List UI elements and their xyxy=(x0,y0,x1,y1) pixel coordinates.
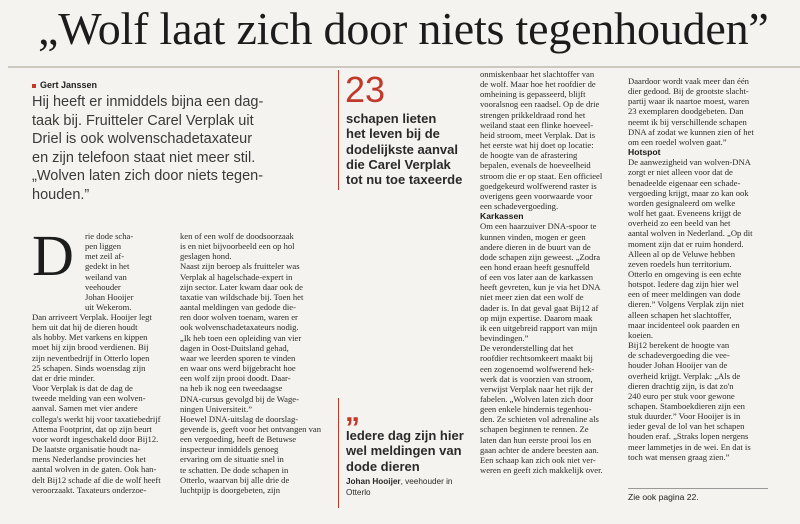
text-line: stroom die er op staat. Een officieel xyxy=(480,170,603,181)
text-line: maar incidenteel ook paarden en xyxy=(628,319,740,330)
attribution-place: Otterlo xyxy=(346,487,371,497)
text-line: te schatten. De dode schapen in xyxy=(180,464,289,475)
text-line: hotspot. Iedere dag zijn hier wel xyxy=(628,279,739,290)
text-line: alleen schapen het slachtoffer, xyxy=(628,309,732,320)
section-heading: Karkassen xyxy=(480,211,524,222)
text-line: zijn sector. Later kwam daar ook de xyxy=(180,281,303,292)
text-line: na heb ik nog een tweedaagse xyxy=(180,383,283,394)
headline: „Wolf laat zich door niets tegenhouden” xyxy=(38,3,769,54)
text-line: het eerste wat hij doet op locatie: xyxy=(480,140,594,151)
text-line: ningen Universiteit.” xyxy=(180,403,253,414)
text-line: zeven roedels hun territorium. xyxy=(628,258,732,269)
text-line: of een vos later aan de karkassen xyxy=(480,272,594,283)
text-line: geslagen hond. xyxy=(180,251,232,262)
text-line: roofdier rechtsomkeert maakt bij xyxy=(480,353,593,364)
pull-quote-line: wel meldingen van xyxy=(346,443,462,459)
text-line: uit Wekerom. xyxy=(85,302,132,313)
text-line: Alleen al op de Veluwe hebben xyxy=(628,248,735,259)
byline xyxy=(32,80,97,90)
text-line: meer lammetjes in de wei. En dat is xyxy=(628,441,751,452)
text-line: de hoogte van de afrastering xyxy=(480,150,578,161)
text-line: een vergoeding, heeft de Betuwse xyxy=(180,434,297,445)
text-line: is en niet bijvoorbeeld een op hol xyxy=(180,241,295,252)
text-line: Naast zijn beroep als fruitteler was xyxy=(180,261,300,272)
text-line: goedgekeurd wolfwerend raster is xyxy=(480,180,597,191)
text-line: aantal wolven in Nederland. „Op dit xyxy=(628,228,753,239)
text-line: de wolf. Maar hoe het roofdier de xyxy=(480,79,596,90)
text-line: 23 exemplaren doodgebeten. Dan xyxy=(628,106,744,117)
text-line: zorgt er niet alleen voor dat de xyxy=(628,167,733,178)
text-line: ieder geval de lol van het schapen xyxy=(628,421,745,432)
column-3 xyxy=(480,69,615,475)
text-line: Otterlo en omgeving is een echte xyxy=(628,268,742,279)
text-line: collega's werkt hij voor taxatiebedrijf xyxy=(32,413,161,424)
intro-paragraph xyxy=(32,93,332,204)
text-line: partij waar ik naartoe moest, waren xyxy=(628,96,750,107)
text-line: kunnen vinden, mogen er geen xyxy=(480,231,586,242)
text-line: overheid zo een beeld van het xyxy=(628,218,731,229)
byline-author: Gert Janssen xyxy=(40,80,98,90)
text-line: dier gedood. Bij de grootste slacht- xyxy=(628,86,749,97)
text-line: een zogenoemd wolfwerend hek- xyxy=(480,363,595,374)
text-line: moment zijn dat er ruim honderd. xyxy=(628,238,744,249)
intro-line: taak bij. Fruitteler Carel Verplak uit xyxy=(32,112,254,129)
text-line: vergoeding krijgt, maar zo kan ook xyxy=(628,187,749,198)
text-line: dieren drachtig zijn, is dat zo'n xyxy=(628,380,734,391)
text-line: DNA af zodat we kunnen zien of het xyxy=(628,126,754,137)
text-line: koeien. xyxy=(628,329,654,340)
text-line: waar we leerden sporen te vinden xyxy=(180,352,296,363)
text-line: pen liggen xyxy=(85,241,122,252)
text-line: niet meer zien dat een wolf de xyxy=(480,292,584,303)
text-line: om een roedel wolven gaat.” xyxy=(628,136,727,147)
text-line: inspecteur inmiddels genoeg xyxy=(180,444,279,455)
text-line: 240 euro per stuk voor gewone xyxy=(628,390,735,401)
footnote-divider xyxy=(628,488,768,489)
text-line: weren en geeft zich makkelijk over. xyxy=(480,465,603,476)
text-line: luchtpijp is doorgebeten, zijn xyxy=(180,484,281,495)
text-line: wolf het gaat. Eveneens krijgt de xyxy=(628,208,742,219)
text-line: aantal meldingen van gedode die- xyxy=(180,302,296,313)
text-line: worden gesignaleerd om welke xyxy=(628,197,736,208)
headline-divider xyxy=(8,66,800,68)
text-line: een of meer meldingen van dode xyxy=(628,289,741,300)
text-line: Bij12 berekent de hoogte van xyxy=(628,340,730,351)
text-line: de schadevergoeding die vee- xyxy=(628,350,730,361)
text-line: ook wolvenschadetaxateurs nodig. xyxy=(180,322,299,333)
text-line: moet hij zijn brood verdienen. Bij xyxy=(32,342,149,353)
text-line: gaan achter de andere beesten aan. xyxy=(480,444,599,455)
pull-figure-line: tot nu toe taxeerde xyxy=(346,172,463,188)
text-line: Otterlo, waarvan bij alle drie de xyxy=(180,474,290,485)
intro-line: Driel is ook wolvenschadetaxateur xyxy=(32,131,253,147)
text-line: en waar ons werd bijgebracht hoe xyxy=(180,363,296,374)
text-line: een schadevergoeding. xyxy=(480,201,559,212)
text-line: verwijst Verplak naar het rijk der xyxy=(480,383,594,394)
text-line: DNA-cursus gevolgd bij de Wage- xyxy=(180,393,299,404)
pull-quote-line: Iedere dag zijn hier xyxy=(346,428,464,443)
text-line: gevende is, geeft voor het ontvangen van xyxy=(180,423,322,434)
text-line: ken of een wolf de doodsoorzaak xyxy=(180,231,294,241)
pull-quote-rule xyxy=(338,398,339,508)
text-line: hem uit dat hij de dieren houdt xyxy=(32,322,138,333)
text-line: den. Ze schieten vol adrenaline als xyxy=(480,414,599,425)
byline-bullet xyxy=(32,84,36,88)
text-line: aantal wolven in de gaten. Ook han- xyxy=(32,464,157,475)
text-line: mens Nederlandse provincies het xyxy=(32,454,146,465)
text-line: een hond eraan heeft gesnuffeld xyxy=(480,261,590,272)
text-line: werk dat is voorzien van stroom, xyxy=(480,373,593,384)
text-line: met zeil af- xyxy=(85,251,125,262)
text-line: bevindingen.” xyxy=(480,333,529,344)
text-line: schapen. Stamboekdieren zijn een xyxy=(628,401,745,411)
text-line: Om een haarzuiver DNA-spoor te xyxy=(480,221,597,232)
text-line: dat er drie minder. xyxy=(32,372,95,383)
text-line: dode schapen zijn geweest. „Zodra xyxy=(480,251,601,262)
text-line: stuk duurder.” Voor Hooijer is in xyxy=(628,411,741,422)
text-line: rie dode scha- xyxy=(85,231,134,241)
text-line: dagen in Oost-Duitsland gehad, xyxy=(180,342,289,353)
page-reference: Zie ook pagina 22. xyxy=(628,492,699,502)
section-heading: Hotspot xyxy=(628,147,661,158)
text-line: geen enkele hindernis tegenhou- xyxy=(480,404,592,415)
text-line: omheining is gepasseerd, blijft xyxy=(480,89,586,100)
text-line: andere dieren in de buurt van de xyxy=(480,241,591,252)
text-line: bepalen, evenals de hoeveelheid xyxy=(480,160,591,171)
text-line: „Ik heb toen een opleiding van vier xyxy=(180,332,302,343)
text-line: tweede melding van een wolven- xyxy=(32,393,146,404)
text-line: overheid krijgt. Verplak: „Als de xyxy=(628,370,741,381)
text-line: weiland van xyxy=(85,271,127,282)
text-line: gedekt in het xyxy=(85,261,130,272)
text-line: Attema Footprint, dat op zijn beurt xyxy=(32,423,152,434)
text-line: Johan Hooijer xyxy=(85,291,134,302)
pull-figure-text xyxy=(346,111,466,187)
column-1 xyxy=(32,312,162,495)
text-line: dieren.” Volgens Verplak zijn niet xyxy=(628,299,744,310)
text-line: ik een uitgebreid rapport van mijn xyxy=(480,322,598,333)
pull-quote-text xyxy=(346,428,476,474)
text-line: neemt ik bij verschillende schapen xyxy=(628,116,747,127)
text-line: houden eraf. „Straks lopen nergens xyxy=(628,431,749,442)
intro-line: houden.” xyxy=(32,186,90,203)
column-4 xyxy=(628,76,768,462)
text-line: ervaring om de situatie snel in xyxy=(180,454,284,465)
text-line: Hoewel DNA-uitslag de doorslag- xyxy=(180,413,299,424)
text-line: vooralsnog een raadsel. Op de drie xyxy=(480,99,600,110)
text-line: weiland staat een flinke hoeveel- xyxy=(480,119,594,130)
pull-figure-number: 23 xyxy=(345,69,386,110)
text-line: heid stroom, meet Verplak. Dat is xyxy=(480,129,596,140)
text-line: zijn neventbedrijf in Otterlo lopen xyxy=(32,352,150,363)
intro-line: „Wolven laten zich door niets tegen- xyxy=(32,168,264,184)
attribution-name: Johan Hooijer xyxy=(346,477,401,486)
pull-figure-line: het leven bij de xyxy=(346,126,440,142)
text-line: onmiskenbaar het slachtoffer van xyxy=(480,69,595,79)
pull-figure-rule xyxy=(338,70,339,190)
text-line: De aanwezigheid van wolven-DNA xyxy=(628,157,751,168)
text-line: veroorzaakt. Taxateurs onderzoe- xyxy=(32,484,147,495)
text-line: een wolf zijn prooi doodt. Daar- xyxy=(180,373,291,384)
text-line: overigens geen voorwaarde voor xyxy=(480,190,593,201)
text-line: veehouder xyxy=(85,281,121,292)
quote-mark-icon: „ xyxy=(345,395,360,428)
text-line: benadeelde eigenaar een schade- xyxy=(628,177,741,188)
text-line: Dan arriveert Verplak. Hooijer legt xyxy=(32,312,152,322)
text-line: strengen prikkeldraad rond het xyxy=(480,109,586,120)
text-line: Voor Verplak is dat de dag de xyxy=(32,383,133,394)
text-line: voor wordt ingeschakeld door Bij12. xyxy=(32,433,159,444)
text-line: toch wat mensen graag zien.” xyxy=(628,451,730,462)
text-line: dader is. In dat geval gaat Bij12 af xyxy=(480,302,599,313)
text-line: aanval. Samen met vier andere xyxy=(32,403,138,414)
text-line: houder Johan Hooijer van de xyxy=(628,360,728,371)
text-line: heeft gevreten, kun je via het DNA xyxy=(480,282,601,293)
text-line: Een schaap kan zich ook niet ver- xyxy=(480,454,596,465)
text-line: delt Bij12 schade af die de wolf heeft xyxy=(32,474,161,485)
column-1-top xyxy=(85,231,155,312)
pull-figure-line: die Carel Verplak xyxy=(346,156,451,172)
text-line: ren door wolven toenam, waren er xyxy=(180,312,298,323)
intro-line: en zijn telefoon staat niet meer stil. xyxy=(32,149,256,166)
pull-quote-line: dode dieren xyxy=(346,458,420,474)
text-line: fabelen. „Wolven laten zich door xyxy=(480,394,594,404)
pull-quote-attribution xyxy=(346,477,476,498)
column-2 xyxy=(180,231,330,495)
drop-cap: D xyxy=(32,223,74,288)
text-line: De laatste organisatie houdt na- xyxy=(32,444,141,455)
pull-figure-line: schapen lieten xyxy=(346,111,437,126)
text-line: taxatie van wildschade bij. Toen het xyxy=(180,291,304,302)
text-line: op mijn expertise. Daarom maak xyxy=(480,312,593,323)
text-line: als hobby. Met varkens en kippen xyxy=(32,332,148,343)
text-line: schapen beginnen te rennen. Ze xyxy=(480,424,589,435)
pull-figure-line: dodelijkste aanval xyxy=(346,141,458,157)
text-line: 25 schapen. Sinds woensdag zijn xyxy=(32,362,146,373)
text-line: Verplak al hagelschade-expert in xyxy=(180,271,293,282)
attribution-role: , veehouder in xyxy=(400,477,453,486)
text-line: laten dan hun eerste prooi los en xyxy=(480,434,592,445)
intro-line: Hij heeft er inmiddels bijna een dag- xyxy=(32,94,264,110)
text-line: De veronderstelling dat het xyxy=(480,343,574,354)
text-line: Daardoor wordt vaak meer dan één xyxy=(628,76,749,86)
